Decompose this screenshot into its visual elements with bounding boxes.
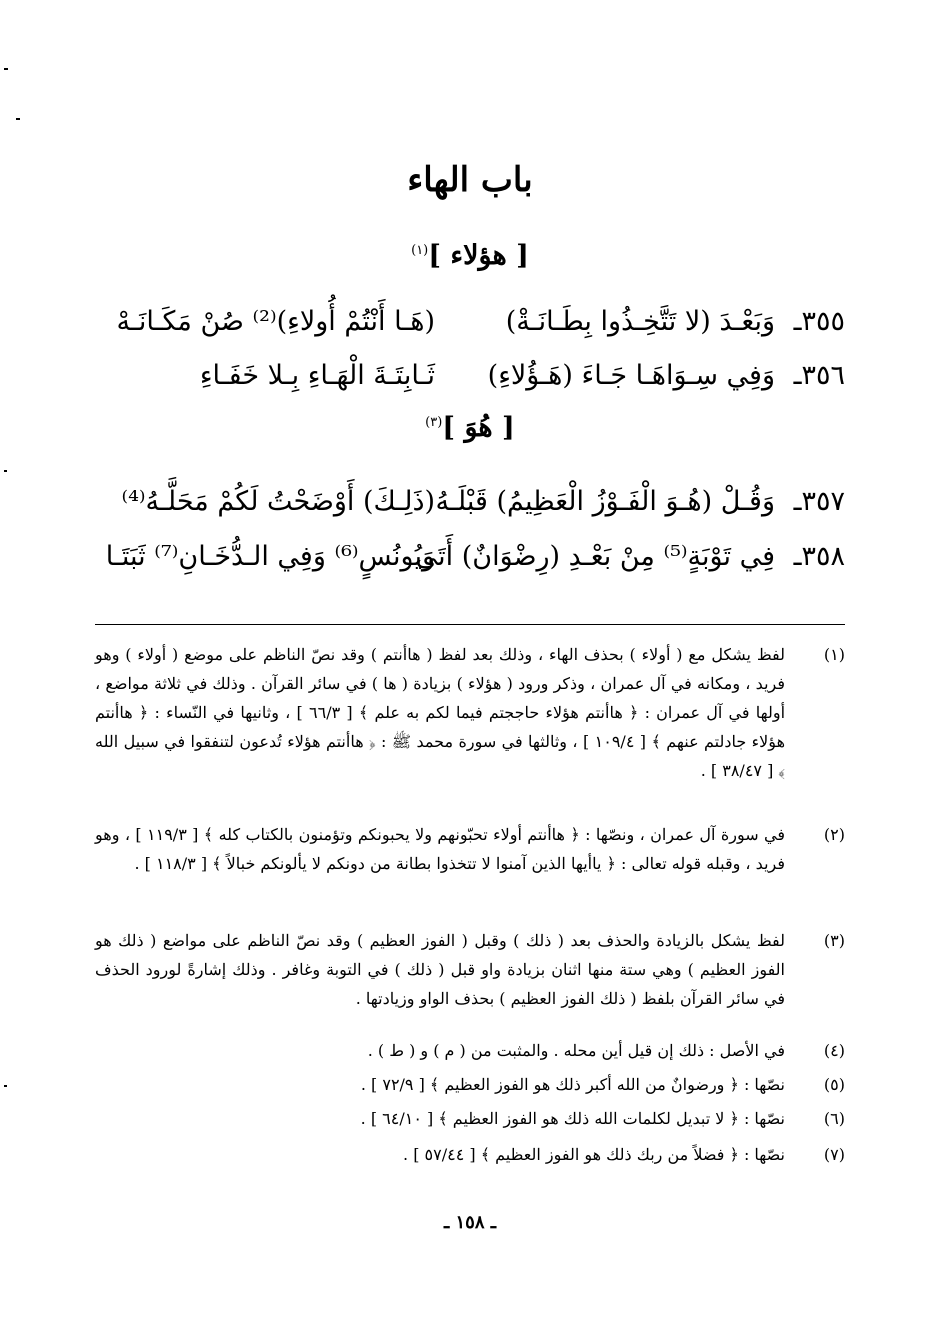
verse-first-hemistich: وَفِي سِـوَاهَـا جَـاءَ (هَـؤُلاءِ) bbox=[487, 360, 775, 391]
footnote-4 bbox=[95, 1036, 845, 1065]
footnote-number: (٣) bbox=[823, 931, 845, 950]
footnote-1 bbox=[95, 640, 845, 785]
footnote-number: (٢) bbox=[823, 825, 845, 844]
page-number: ـ ١٥٨ ـ bbox=[443, 1212, 497, 1233]
footnote-number: (٥) bbox=[823, 1075, 845, 1094]
verse-first-hemistich: فِي تَوْبَةٍ⁽⁵⁾ مِنْ بَعْـدِ (رِضْوَانٌ) أَتَى bbox=[415, 541, 775, 572]
scan-speck bbox=[4, 1085, 7, 1087]
verse-number: ٣٥٧ـ bbox=[793, 486, 845, 517]
verse-first-hemistich: وَبَعْـدَ (لا تَتَّخِـذُوا بِطَـانَـةْ) bbox=[505, 306, 775, 337]
footnote-2 bbox=[95, 820, 845, 878]
verse-356 bbox=[95, 352, 845, 400]
footnote-text: في الأصل : ذلك إن قيل أين محله . والمثبت من ( م ) و ( ط ) . bbox=[367, 1041, 785, 1060]
footnote-text: لفظ يشكل بالزيادة والحذف بعد ( ذلك ) وقبل ( الفوز العظيم ) وقد نصّ الناظم على مواضع ( ذلك هو الفوز العظيم ) وهي ستة منها اثنان بزيادة واو قبل ( ذلك ) في التوبة وغافر . وذلك إشارةً لورود الحذف في سائر القرآن بلفظ ( ذلك الفوز العظيم ) بحذف الواو وزيادتها . bbox=[95, 931, 785, 1008]
verse-number: ٣٥٥ـ bbox=[793, 306, 845, 337]
footnote-text: نصّها : ﴿ فضلاً من ربك ذلك هو الفوز العظيم ﴾ [ ٥٧/٤٤ ] . bbox=[403, 1145, 785, 1164]
verse-number: ٣٥٨ـ bbox=[793, 541, 845, 572]
section-heading-text: [ هؤلاء ] bbox=[428, 240, 529, 271]
footnote-6 bbox=[95, 1104, 845, 1133]
verse-second-hemistich: (ذَلِـكَ) أَوْضَحْتُ لَكُمْ مَحَلَّـهُ⁽⁴⁾ bbox=[121, 486, 435, 517]
verse-second-hemistich: وَيُونُسٍ⁽⁶⁾ وَفِي الـدُّخَـانِ⁽⁷⁾ ثَبَتَـا bbox=[105, 541, 435, 572]
verse-358 bbox=[95, 533, 845, 581]
verse-first-hemistich: وَقُـلْ (هُـوَ الْفَـوْزُ الْعَظِيمُ) قَبْلَـهُ bbox=[435, 486, 775, 517]
scan-speck bbox=[4, 68, 8, 70]
chapter-title: باب الهاء bbox=[407, 160, 533, 200]
verse-355 bbox=[95, 298, 845, 346]
scan-speck bbox=[4, 470, 7, 472]
footnote-5 bbox=[95, 1070, 845, 1099]
section-heading-hawlaa bbox=[0, 240, 940, 271]
section-heading-text: [ هُوَ ] bbox=[442, 412, 515, 443]
footnote-separator bbox=[95, 624, 845, 625]
footnote-number: (٤) bbox=[823, 1041, 845, 1060]
verse-second-hemistich: ثَـابِتَـةَ الْهَـاءِ بِـلا خَفَـاءِ bbox=[199, 360, 435, 391]
footnote-text: نصّها : ﴿ لا تبديل لكلمات الله ذلك هو الفوز العظيم ﴾ [ ٦٤/١٠ ] . bbox=[360, 1109, 785, 1128]
footnote-number: (١) bbox=[823, 645, 845, 664]
section-heading-huwa bbox=[0, 412, 940, 443]
verse-number: ٣٥٦ـ bbox=[793, 360, 845, 391]
verse-second-hemistich: (هَـا أَنْتُمْ أُولاءِ)⁽²⁾ صُنْ مَكَـانَـهْ bbox=[116, 306, 435, 337]
footnote-number: (٦) bbox=[823, 1109, 845, 1128]
footnote-ref: (١) bbox=[411, 243, 429, 258]
footnote-text: لفظ يشكل مع ( أولاء ) بحذف الهاء ، وذلك بعد لفظ ( هاأنتم ) وقد نصّ الناظم على موضع ( أولاء ) وهو فريد ، ومكانه في آل عمران ، وذكر ورود ( هؤلاء ) بزيادة ( ها ) في سائر القرآن . وذلك في ثلاثة مواضع ، أولها في آل عمران : ﴿ هاأنتم هؤلاء حاججتم فيما لكم به علم ﴾ [ ٦٦/٣ ] ، وثانيها في النّساء : ﴿ هاأنتم هؤلاء جادلتم عنهم ﴾ [ ١٠٩/٤ ] ، وثالثها في سورة محمد ﷺ : ﴿ هاأنتم هؤلاء تُدعون لتنفقوا في سبيل الله ﴾ [ ٣٨/٤٧ ] . bbox=[95, 645, 786, 780]
scan-speck bbox=[16, 118, 20, 120]
footnote-number: (٧) bbox=[823, 1145, 845, 1164]
footnote-text: في سورة آل عمران ، ونصّها : ﴿ هاأنتم أولاء تحبّونهم ولا يحبونكم وتؤمنون بالكتاب كله ﴾ [ ١١٩/٣ ] ، وهو فريد ، وقبله قوله تعالى : ﴿ ياأيها الذين آمنوا لا تتخذوا بطانة من دونكم لا يألونكم خبالاً ﴾ [ ١١٨/٣ ] . bbox=[95, 825, 786, 873]
footnote-3 bbox=[95, 926, 845, 1013]
verse-357 bbox=[95, 478, 845, 526]
footnote-7 bbox=[95, 1140, 845, 1169]
footnote-text: نصّها : ﴿ ورضوانٌ من الله أكبر ذلك هو الفوز العظيم ﴾ [ ٧٢/٩ ] . bbox=[360, 1075, 785, 1094]
footnote-ref: (٣) bbox=[425, 415, 443, 430]
